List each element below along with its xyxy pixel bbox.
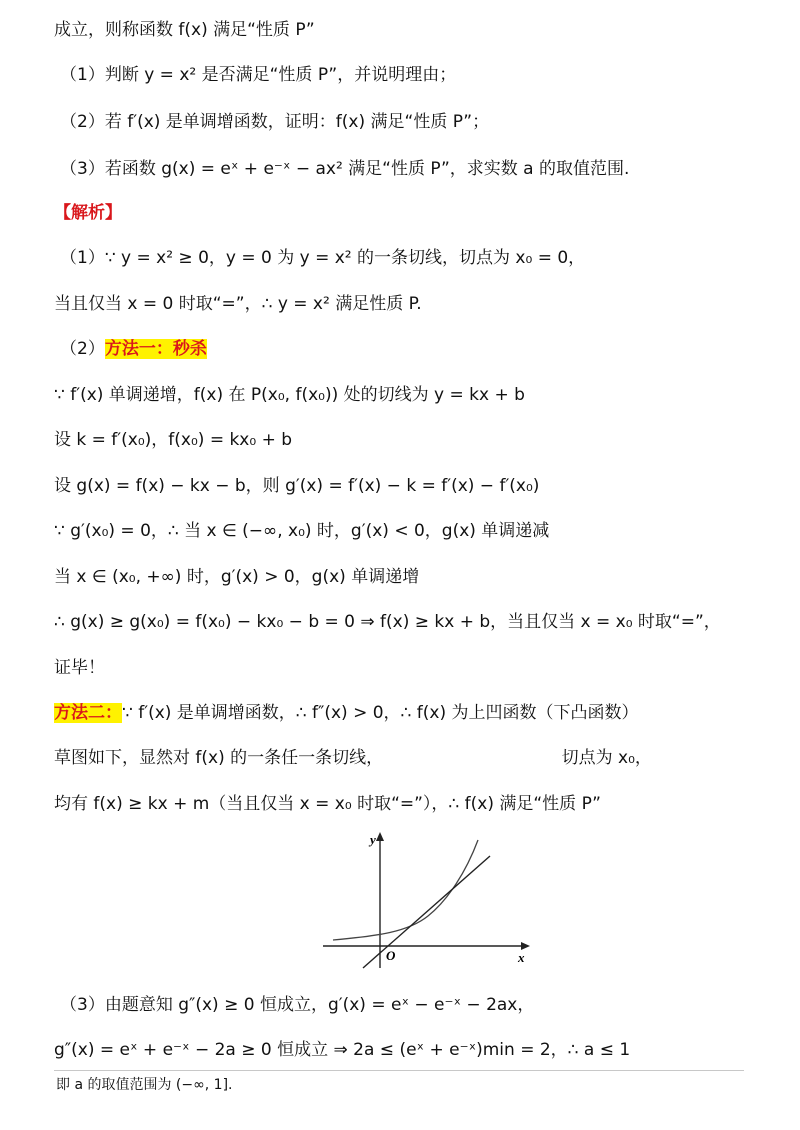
tangent-sketch — [318, 828, 538, 973]
text-line: 设 g(x) = f(x) − kx − b，则 g′(x) = f′(x) − k = f′(x) − f′(x₀) — [54, 476, 540, 496]
text-line: g″(x) = eˣ + e⁻ˣ − 2a ≥ 0 恒成立 ⇒ 2a ≤ (eˣ + e⁻ˣ)min = 2，∴ a ≤ 1 — [54, 1040, 631, 1060]
analysis-heading: 【解析】 — [54, 203, 122, 223]
text-line: 均有 f(x) ≥ kx + m（当且仅当 x = x₀ 时取“=”），∴ f(x) 满足“性质 P” — [54, 794, 601, 814]
text-line: （3）若函数 g(x) = eˣ + e⁻ˣ − ax² 满足“性质 P”，求实数 a 的取值范围. — [60, 159, 630, 179]
text-line: （2）若 f′(x) 是单调增函数，证明：f(x) 满足“性质 P”； — [60, 112, 490, 132]
method-one-label: 方法一：秒杀 — [104, 339, 207, 359]
text-line: ∵ f′(x) 单调递增，f(x) 在 P(x₀, f(x₀)) 处的切线为 y = kx + b — [54, 385, 525, 405]
text-line: 证毕！ — [54, 658, 105, 678]
text-line: （1）∵ y = x² ≥ 0，y = 0 为 y = x² 的一条切线，切点为 x₀ = 0， — [60, 248, 586, 268]
tangent-line — [363, 856, 490, 968]
text-line: 成立，则称函数 f(x) 满足“性质 P” — [54, 20, 315, 40]
text-line: 设 k = f′(x₀)，f(x₀) = kx₀ + b — [54, 430, 293, 450]
method-two-text: ∵ f′(x) 是单调增函数，∴ f″(x) > 0，∴ f(x) 为上凹函数（下凸函数） — [122, 703, 639, 723]
y-axis-arrow-icon — [376, 832, 384, 841]
x-axis-label: x — [518, 950, 525, 965]
text-line: 草图如下，显然对 f(x) 的一条任一条切线， 切点为 x₀， — [54, 748, 652, 768]
text-line: （3）由题意知 g″(x) ≥ 0 恒成立，g′(x) = eˣ − e⁻ˣ − 2ax， — [60, 995, 535, 1015]
x-axis-arrow-icon — [521, 942, 530, 950]
text-line: ∵ g′(x₀) = 0，∴ 当 x ∈ (−∞, x₀) 时，g′(x) < 0，g(x) 单调递减 — [54, 521, 550, 541]
bottom-rule — [54, 1070, 744, 1071]
text-line: 当且仅当 x = 0 时取“=”，∴ y = x² 满足性质 P. — [54, 294, 422, 314]
method-two-line — [54, 701, 638, 725]
text-line: 当 x ∈ (x₀, +∞) 时，g′(x) > 0，g(x) 单调递增 — [54, 567, 420, 587]
origin-label: O — [386, 948, 396, 963]
part-two-prefix: （2） — [60, 339, 105, 359]
footer-answer: 即 a 的取值范围为 (−∞, 1]. — [56, 1077, 233, 1093]
convex-curve — [333, 840, 478, 940]
method-two-label: 方法二： — [54, 703, 122, 723]
method-one-line — [60, 337, 207, 361]
text-line: （1）判断 y = x² 是否满足“性质 P”，并说明理由； — [60, 65, 457, 85]
y-axis-label: y — [370, 832, 376, 847]
text-line: ∴ g(x) ≥ g(x₀) = f(x₀) − kx₀ − b = 0 ⇒ f(x) ≥ kx + b，当且仅当 x = x₀ 时取“=”， — [54, 612, 721, 632]
